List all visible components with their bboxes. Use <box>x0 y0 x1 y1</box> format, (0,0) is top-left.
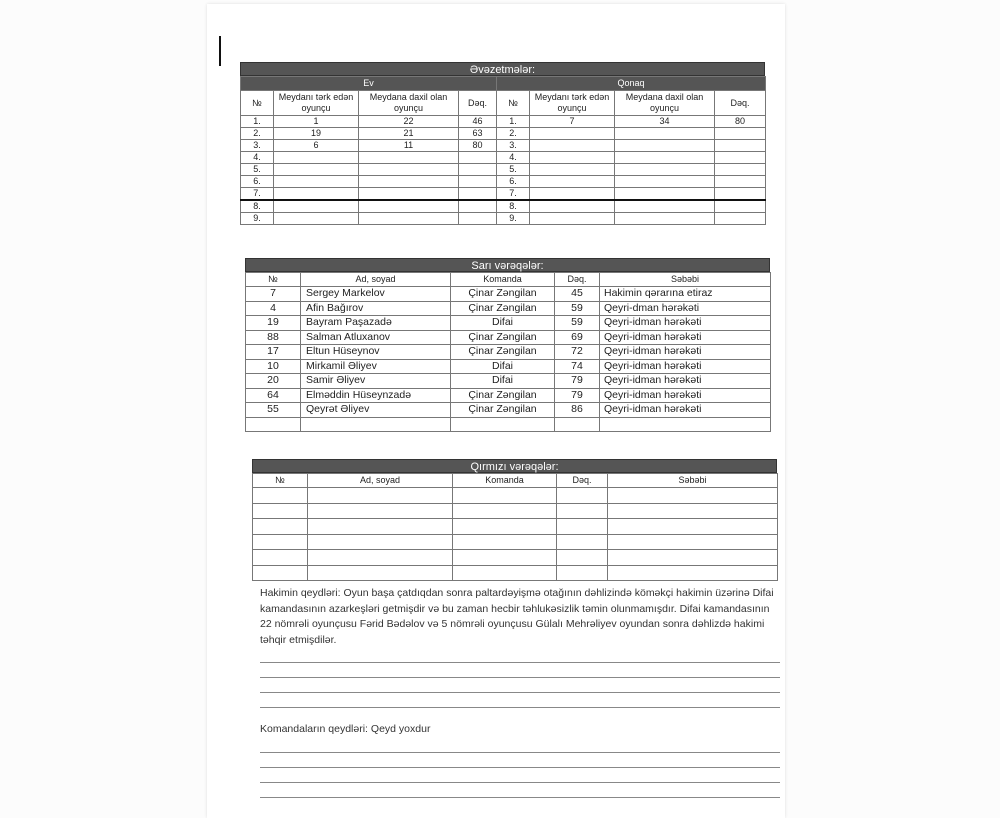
cell: 5. <box>497 164 530 176</box>
away-no-header: № <box>497 91 530 116</box>
cell <box>453 519 557 535</box>
cell <box>557 565 608 581</box>
cell <box>600 417 771 432</box>
cell: Eltun Hüseynov <box>301 345 451 360</box>
team-notes-text: Qeyd yoxdur <box>370 723 431 735</box>
sub-row <box>241 128 766 140</box>
cell: 3. <box>497 140 530 152</box>
cell: Qeyrət Əliyev <box>301 403 451 418</box>
cell <box>557 534 608 550</box>
cell <box>453 550 557 566</box>
cell: 4 <box>246 301 301 316</box>
cell: Salman Atluxanov <box>301 330 451 345</box>
cell: 80 <box>459 140 497 152</box>
cell <box>301 417 451 432</box>
cell: 19 <box>246 316 301 331</box>
home-out-header: Meydanı tərk edən oyunçu <box>274 91 359 116</box>
cell <box>308 534 453 550</box>
ruled-line <box>260 783 780 798</box>
cell: Çinar Zəngilan <box>451 330 555 345</box>
cell <box>451 417 555 432</box>
home-no-header: № <box>241 91 274 116</box>
cell: 7 <box>530 116 615 128</box>
cell: Samir Əliyev <box>301 374 451 389</box>
cell: 63 <box>459 128 497 140</box>
cell: Qeyri-idman hərəkəti <box>600 374 771 389</box>
cell <box>453 565 557 581</box>
ruled-line <box>260 768 780 783</box>
red-card-row <box>253 550 778 566</box>
cell <box>459 152 497 164</box>
cell: Qeyri-idman hərəkəti <box>600 388 771 403</box>
cell <box>459 176 497 188</box>
cell <box>530 140 615 152</box>
cell: Çinar Zəngilan <box>451 388 555 403</box>
cell <box>459 164 497 176</box>
yellow-card-row <box>246 345 771 360</box>
ruled-line <box>260 663 780 678</box>
cell <box>308 488 453 504</box>
ruled-line <box>260 693 780 708</box>
sub-row <box>241 176 766 188</box>
cell <box>715 128 766 140</box>
cell: Çinar Zəngilan <box>451 403 555 418</box>
cell <box>557 503 608 519</box>
away-min-header: Dəq. <box>715 91 766 116</box>
cell <box>608 550 778 566</box>
cell <box>274 188 359 201</box>
red-card-row <box>253 534 778 550</box>
cell: 6 <box>274 140 359 152</box>
cell <box>308 503 453 519</box>
cell: 1. <box>241 116 274 128</box>
cell <box>274 213 359 225</box>
cell <box>608 488 778 504</box>
home-label: Ev <box>241 77 497 91</box>
cell <box>615 164 715 176</box>
cell: 19 <box>274 128 359 140</box>
rc-no-header: № <box>253 474 308 488</box>
cell: Çinar Zəngilan <box>451 345 555 360</box>
cell <box>453 534 557 550</box>
cell <box>530 176 615 188</box>
cell: 9. <box>241 213 274 225</box>
yellow-card-row <box>246 388 771 403</box>
rc-min-header: Dəq. <box>557 474 608 488</box>
cell <box>615 213 715 225</box>
cell <box>608 503 778 519</box>
referee-notes-text: Oyun başa çatdıqdan sonra paltardəyişmə otağının dəhlizində köməkçi hakimin üzərinə Difai kamandasının azarkeşləri getmişdir və bu zaman hecbir təhlukəsizlik təmin olunmamışdır. Difai kamandasının 22 nömrəli oyunçusu Fərid Bədəlov və 5 nömrəli oyunçusu Gülalı Mehrəliyev oyundan sonra dəhlizdə hakimi təhqir etmişdilər. <box>260 587 774 646</box>
cell <box>715 164 766 176</box>
yc-min-header: Dəq. <box>555 273 600 287</box>
cell: 2. <box>241 128 274 140</box>
home-in-header: Meydana daxil olan oyunçu <box>359 91 459 116</box>
ruled-line <box>260 678 780 693</box>
cell: 6. <box>497 176 530 188</box>
cell <box>615 128 715 140</box>
cell <box>253 534 308 550</box>
cell: 21 <box>359 128 459 140</box>
substitutions-table <box>240 76 766 225</box>
cell: Qeyri-idman hərəkəti <box>600 359 771 374</box>
scoresheet-page <box>207 4 785 818</box>
sub-row <box>241 152 766 164</box>
cell: Afin Bağırov <box>301 301 451 316</box>
red-card-row <box>253 519 778 535</box>
cell: 7. <box>241 188 274 201</box>
cell: Difai <box>451 374 555 389</box>
notes-section <box>260 586 780 798</box>
cell: 59 <box>555 301 600 316</box>
yellow-card-row <box>246 403 771 418</box>
cell <box>608 565 778 581</box>
cell: 72 <box>555 345 600 360</box>
cell <box>608 519 778 535</box>
ruled-line <box>260 738 780 753</box>
cell <box>615 188 715 201</box>
cell: Bayram Paşazadə <box>301 316 451 331</box>
yellow-cards-section <box>245 258 770 432</box>
cell <box>557 488 608 504</box>
sub-row <box>241 213 766 225</box>
cell <box>715 200 766 213</box>
cell <box>459 188 497 201</box>
rc-name-header: Ad, soyad <box>308 474 453 488</box>
substitutions-title: Əvəzetmələr: <box>240 62 765 76</box>
cell: Elməddin Hüseynzadə <box>301 388 451 403</box>
cell: Hakimin qərarına etiraz <box>600 287 771 302</box>
red-cards-table <box>252 473 778 581</box>
yc-no-header: № <box>246 273 301 287</box>
cell <box>359 176 459 188</box>
red-cards-title: Qırmızı vərəqələr: <box>252 459 777 473</box>
cell <box>530 152 615 164</box>
cell <box>253 503 308 519</box>
cell <box>253 519 308 535</box>
cell <box>557 519 608 535</box>
cell: Qeyri-idman hərəkəti <box>600 403 771 418</box>
cell <box>557 550 608 566</box>
cell: 1. <box>497 116 530 128</box>
cell <box>274 152 359 164</box>
cell <box>608 534 778 550</box>
substitutions-section <box>240 62 765 225</box>
cell <box>715 152 766 164</box>
cell: Çinar Zəngilan <box>451 287 555 302</box>
cell <box>459 213 497 225</box>
cell <box>359 164 459 176</box>
cell: Qeyri-idman hərəkəti <box>600 316 771 331</box>
cell: 7 <box>246 287 301 302</box>
cell <box>615 152 715 164</box>
cell: 80 <box>715 116 766 128</box>
cell: 8. <box>497 200 530 213</box>
cell: 11 <box>359 140 459 152</box>
red-cards-section <box>252 459 777 581</box>
cell: 45 <box>555 287 600 302</box>
cell: 8. <box>241 200 274 213</box>
cell <box>274 200 359 213</box>
away-out-header: Meydanı tərk edən oyunçu <box>530 91 615 116</box>
cell <box>615 140 715 152</box>
ruled-line <box>260 648 780 663</box>
cell: Çinar Zəngilan <box>451 301 555 316</box>
cell: 9. <box>497 213 530 225</box>
cell: Difai <box>451 316 555 331</box>
cell: 88 <box>246 330 301 345</box>
cell: Qeyri-dman hərəkəti <box>600 301 771 316</box>
cell <box>246 417 301 432</box>
cell <box>459 200 497 213</box>
sub-row <box>241 116 766 128</box>
cell <box>359 188 459 201</box>
team-notes <box>260 722 780 738</box>
cell <box>274 164 359 176</box>
cell: 34 <box>615 116 715 128</box>
cell: Difai <box>451 359 555 374</box>
cell <box>453 503 557 519</box>
cell: 5. <box>241 164 274 176</box>
cell: 59 <box>555 316 600 331</box>
home-min-header: Dəq. <box>459 91 497 116</box>
cell <box>715 213 766 225</box>
team-notes-label: Komandaların qeydləri: <box>260 723 368 735</box>
cell <box>715 140 766 152</box>
sub-row <box>241 140 766 152</box>
cell: 4. <box>497 152 530 164</box>
cell <box>274 176 359 188</box>
cell: 7. <box>497 188 530 201</box>
yellow-card-row <box>246 417 771 432</box>
yc-name-header: Ad, soyad <box>301 273 451 287</box>
cell <box>530 213 615 225</box>
yc-team-header: Komanda <box>451 273 555 287</box>
cell <box>453 488 557 504</box>
red-card-row <box>253 503 778 519</box>
yellow-card-row <box>246 359 771 374</box>
cell <box>715 188 766 201</box>
cell: 86 <box>555 403 600 418</box>
away-label: Qonaq <box>497 77 766 91</box>
cell: Qeyri-idman hərəkəti <box>600 330 771 345</box>
cell <box>253 565 308 581</box>
cell <box>359 152 459 164</box>
cell: 2. <box>497 128 530 140</box>
pen-mark <box>219 36 221 66</box>
cell: 79 <box>555 374 600 389</box>
rc-team-header: Komanda <box>453 474 557 488</box>
yellow-cards-table <box>245 272 771 432</box>
yellow-cards-title: Sarı vərəqələr: <box>245 258 770 272</box>
cell <box>615 200 715 213</box>
cell <box>615 176 715 188</box>
cell: Qeyri-idman hərəkəti <box>600 345 771 360</box>
referee-notes <box>260 586 780 648</box>
cell <box>530 164 615 176</box>
cell: 4. <box>241 152 274 164</box>
cell <box>359 213 459 225</box>
cell <box>308 519 453 535</box>
red-card-row <box>253 565 778 581</box>
cell: 55 <box>246 403 301 418</box>
cell: 17 <box>246 345 301 360</box>
yellow-card-row <box>246 374 771 389</box>
cell: Mirkamil Əliyev <box>301 359 451 374</box>
cell: 79 <box>555 388 600 403</box>
yellow-card-row <box>246 330 771 345</box>
cell: 1 <box>274 116 359 128</box>
yellow-card-row <box>246 287 771 302</box>
cell <box>555 417 600 432</box>
cell <box>530 188 615 201</box>
cell: 22 <box>359 116 459 128</box>
cell: 20 <box>246 374 301 389</box>
referee-notes-label: Hakimin qeydləri: <box>260 587 341 599</box>
cell: 74 <box>555 359 600 374</box>
cell <box>253 550 308 566</box>
cell <box>715 176 766 188</box>
cell: 10 <box>246 359 301 374</box>
ruled-line <box>260 753 780 768</box>
sub-row <box>241 200 766 213</box>
sub-row <box>241 188 766 201</box>
yellow-card-row <box>246 316 771 331</box>
red-card-row <box>253 488 778 504</box>
cell: 64 <box>246 388 301 403</box>
cell <box>359 200 459 213</box>
yellow-card-row <box>246 301 771 316</box>
cell <box>308 550 453 566</box>
sub-row <box>241 164 766 176</box>
cell <box>308 565 453 581</box>
yc-reason-header: Səbəbi <box>600 273 771 287</box>
rc-reason-header: Səbəbi <box>608 474 778 488</box>
cell <box>253 488 308 504</box>
cell <box>530 200 615 213</box>
cell: Sergey Markelov <box>301 287 451 302</box>
away-in-header: Meydana daxil olan oyunçu <box>615 91 715 116</box>
cell: 6. <box>241 176 274 188</box>
cell <box>530 128 615 140</box>
cell: 69 <box>555 330 600 345</box>
cell: 46 <box>459 116 497 128</box>
cell: 3. <box>241 140 274 152</box>
